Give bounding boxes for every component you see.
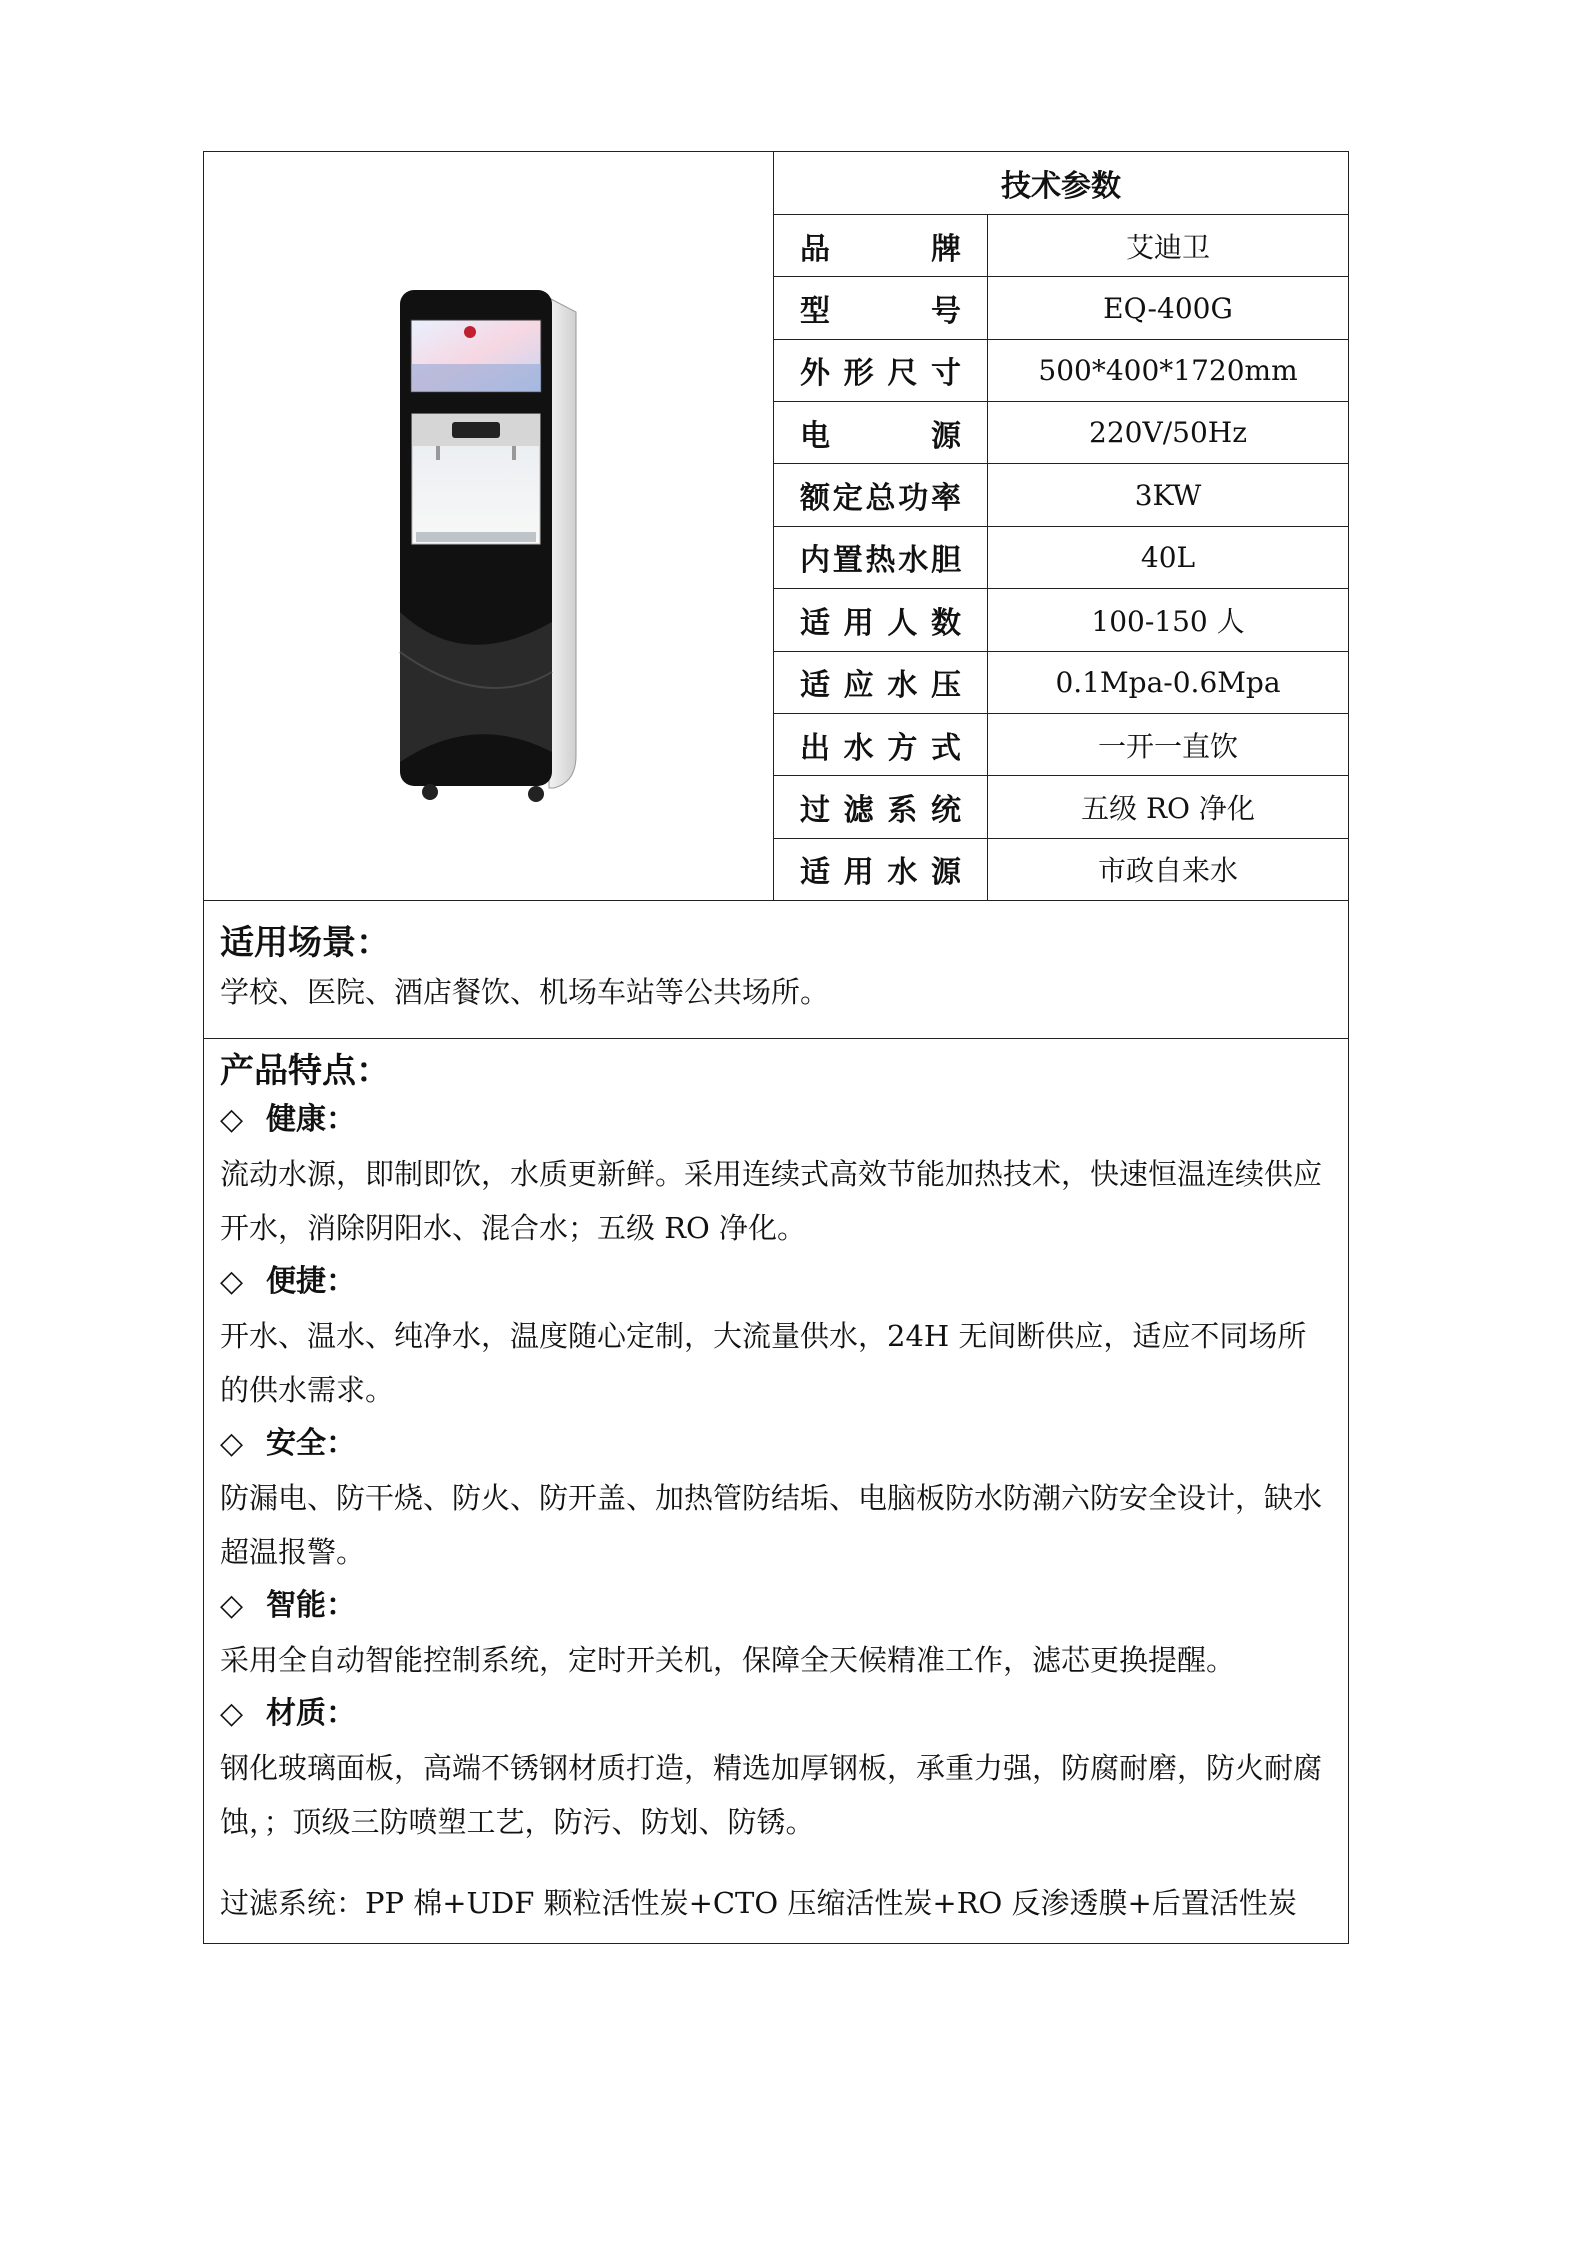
scene-heading: 适用场景： [220,923,390,963]
spec-row [774,402,1348,464]
spec-value: 市政自来水 [1097,854,1238,888]
spec-row [774,340,1348,402]
feature-title: ◇ 智能： [220,1579,1332,1633]
spec-value: 3KW [1134,478,1202,512]
feature-title: ◇ 安全： [220,1417,1332,1471]
spec-label: 品牌 [800,231,961,267]
feature-text: 防漏电、防干烧、防火、防开盖、加热管防结垢、电脑板防水防潮六防安全设计，缺水超温报警。 [220,1481,1323,1569]
spec-table-title: 技术参数 [774,152,1348,215]
spec-row [774,714,1348,776]
spec-label: 内置热水胆 [800,543,961,579]
spec-value: 五级 RO 净化 [1081,791,1255,825]
product-image-cell [204,152,774,900]
diamond-icon: ◇ [220,1696,244,1731]
product-spec-sheet [203,151,1349,1944]
spec-value: 220V/50Hz [1089,416,1247,450]
diamond-icon: ◇ [220,1426,244,1461]
feature-title: ◇ 便捷： [220,1255,1332,1309]
spec-value: 0.1Mpa-0.6Mpa [1055,665,1281,699]
spec-value: 100-150 人 [1091,604,1245,638]
spec-row [774,464,1348,526]
feature-text: 流动水源，即制即饮，水质更新鲜。采用连续式高效节能加热技术，快速恒温连续供应开水，消除阴阳水、混合水；五级 RO 净化。 [220,1157,1323,1245]
spec-label: 出水方式 [800,730,961,766]
spec-label: 型号 [800,294,961,330]
feature-text: 钢化玻璃面板，高端不锈钢材质打造，精选加厚钢板，承重力强，防腐耐磨，防火耐腐蚀，；顶级三防喷塑工艺，防污、防划、防锈。 [220,1751,1323,1839]
spec-table [774,152,1348,900]
spec-value: 艾迪卫 [1125,230,1210,264]
spec-row [774,277,1348,339]
feature-text: 开水、温水、纯净水，温度随心定制，大流量供水，24H 无间断供应，适应不同场所的供水需求。 [220,1319,1307,1407]
diamond-icon: ◇ [220,1588,244,1623]
spec-label: 适用水源 [800,855,961,891]
feature-title: ◇ 健康： [220,1093,1332,1147]
spec-label: 过滤系统 [800,792,961,828]
product-features-section [204,1039,1348,1943]
features-heading: 产品特点： [220,1051,390,1091]
spec-value: EQ-400G [1103,291,1233,325]
top-section [204,152,1348,901]
spec-row [774,839,1348,900]
spec-row [774,652,1348,714]
filter-system-line: 过滤系统：PP 棉+UDF 颗粒活性炭+CTO 压缩活性炭+RO 反渗透膜+后置活性炭 [220,1886,1297,1920]
spec-label: 适用人数 [800,605,961,641]
application-scene-section [204,901,1348,1039]
spec-value: 40L [1140,540,1196,574]
spec-value: 500*400*1720mm [1038,353,1298,387]
feature-title: ◇ 材质： [220,1687,1332,1741]
diamond-icon: ◇ [220,1264,244,1299]
spec-row [774,527,1348,589]
spec-label: 额定总功率 [800,481,961,517]
spec-value: 一开一直饮 [1097,729,1238,763]
spec-label: 外形尺寸 [800,356,961,392]
scene-text: 学校、医院、酒店餐饮、机场车站等公共场所。 [220,975,830,1009]
water-dispenser-illustration [204,152,774,900]
spec-row [774,215,1348,277]
spec-label: 适应水压 [800,668,961,704]
spec-row [774,776,1348,838]
spec-row [774,589,1348,651]
spec-label: 电源 [800,418,961,454]
diamond-icon: ◇ [220,1102,244,1137]
feature-text: 采用全自动智能控制系统，定时开关机，保障全天候精准工作，滤芯更换提醒。 [220,1643,1236,1677]
